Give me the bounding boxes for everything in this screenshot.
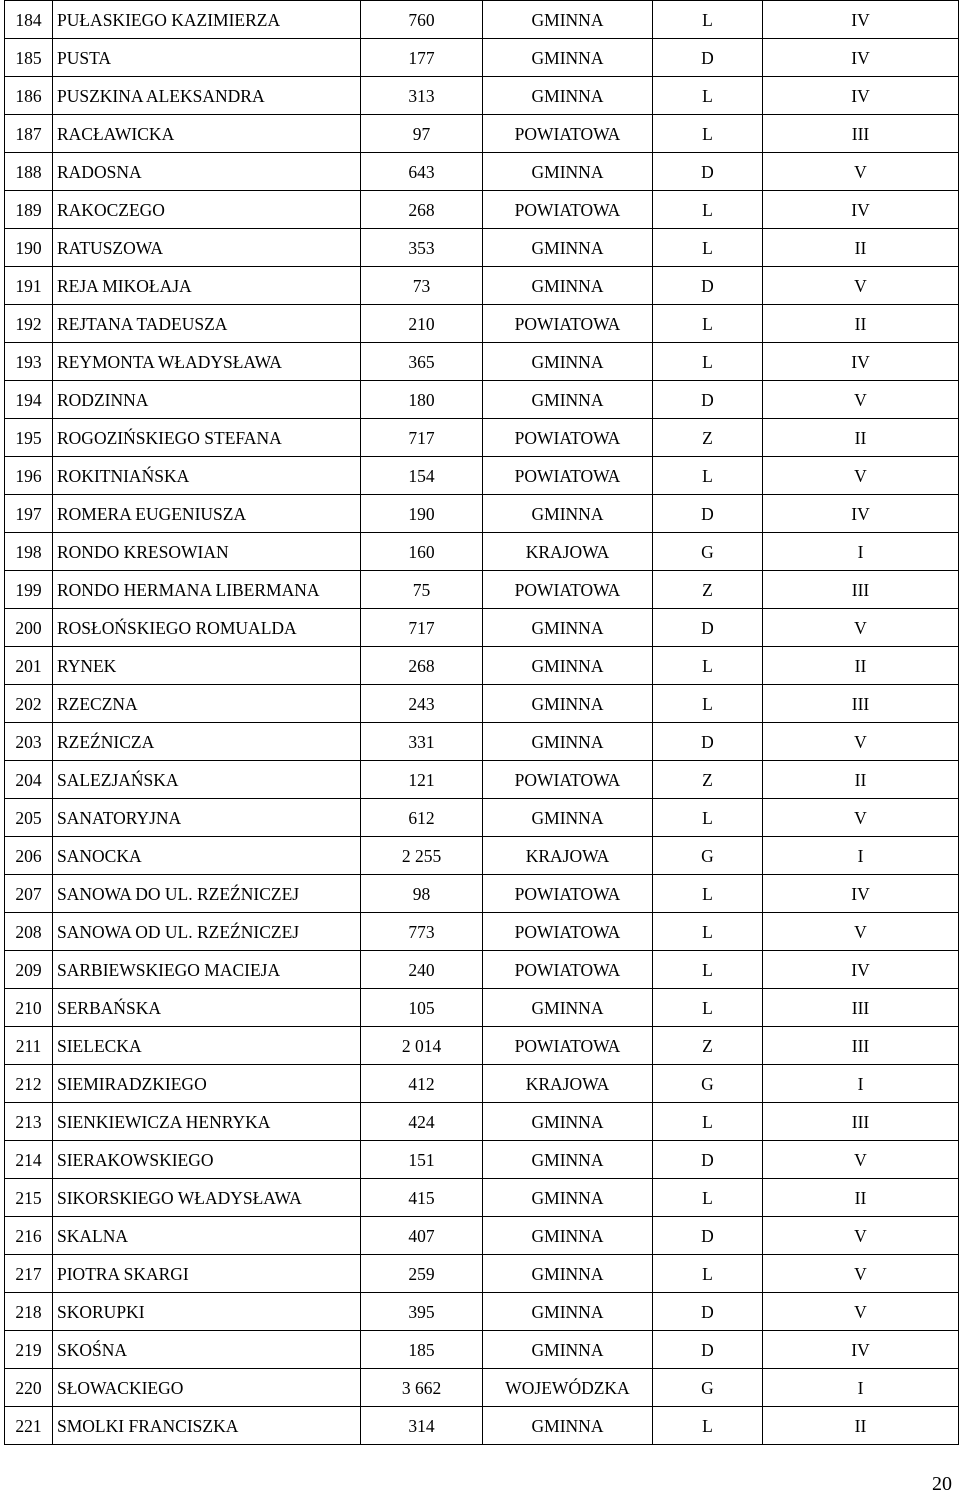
technical-class: IV [763,77,959,115]
row-number: 213 [5,1103,53,1141]
row-number: 207 [5,875,53,913]
technical-class: IV [763,951,959,989]
table-row [5,381,959,419]
road-class: L [653,1255,763,1293]
technical-class: III [763,685,959,723]
technical-class: IV [763,1,959,39]
row-number: 200 [5,609,53,647]
technical-class: III [763,1103,959,1141]
row-number: 197 [5,495,53,533]
row-number: 215 [5,1179,53,1217]
road-class: Z [653,761,763,799]
street-name: SIERAKOWSKIEGO [53,1141,361,1179]
road-length: 180 [361,381,483,419]
street-name: SKOŚNA [53,1331,361,1369]
road-class: G [653,533,763,571]
road-class: G [653,1065,763,1103]
road-class: L [653,343,763,381]
road-length: 407 [361,1217,483,1255]
street-name: RADOSNA [53,153,361,191]
road-length: 268 [361,647,483,685]
table-row [5,77,959,115]
table-row [5,951,959,989]
row-number: 185 [5,39,53,77]
street-name: ROGOZIŃSKIEGO STEFANA [53,419,361,457]
street-name: RYNEK [53,647,361,685]
row-number: 199 [5,571,53,609]
table-row [5,761,959,799]
row-number: 196 [5,457,53,495]
table-row [5,39,959,77]
technical-class: V [763,723,959,761]
row-number: 202 [5,685,53,723]
table-row [5,571,959,609]
technical-class: II [763,305,959,343]
table-row [5,267,959,305]
technical-class: II [763,647,959,685]
page-number: 20 [932,1473,952,1495]
road-class: L [653,913,763,951]
table-row [5,1293,959,1331]
road-class: L [653,1,763,39]
road-length: 353 [361,229,483,267]
row-number: 216 [5,1217,53,1255]
technical-class: IV [763,191,959,229]
street-name: RAKOCZEGO [53,191,361,229]
road-length: 105 [361,989,483,1027]
road-category: POWIATOWA [483,875,653,913]
row-number: 220 [5,1369,53,1407]
table-row [5,1027,959,1065]
road-category: GMINNA [483,1331,653,1369]
road-length: 2 255 [361,837,483,875]
road-category: POWIATOWA [483,305,653,343]
road-category: GMINNA [483,647,653,685]
road-class: D [653,153,763,191]
row-number: 212 [5,1065,53,1103]
road-category: WOJEWÓDZKA [483,1369,653,1407]
street-name: RZEŹNICZA [53,723,361,761]
street-name: SIENKIEWICZA HENRYKA [53,1103,361,1141]
road-category: GMINNA [483,1255,653,1293]
road-category: POWIATOWA [483,115,653,153]
street-name: SALEZJAŃSKA [53,761,361,799]
road-category: GMINNA [483,39,653,77]
street-name: PIOTRA SKARGI [53,1255,361,1293]
row-number: 217 [5,1255,53,1293]
technical-class: V [763,1255,959,1293]
road-class: L [653,305,763,343]
road-category: GMINNA [483,723,653,761]
street-name: PUSTA [53,39,361,77]
street-name: RATUSZOWA [53,229,361,267]
road-class: D [653,1217,763,1255]
street-name: SKALNA [53,1217,361,1255]
road-class: D [653,1141,763,1179]
technical-class: V [763,153,959,191]
table-row [5,1369,959,1407]
road-length: 98 [361,875,483,913]
row-number: 188 [5,153,53,191]
road-class: L [653,647,763,685]
road-length: 760 [361,1,483,39]
road-length: 612 [361,799,483,837]
street-name: ROMERA EUGENIUSZA [53,495,361,533]
road-class: G [653,1369,763,1407]
road-class: L [653,951,763,989]
road-category: GMINNA [483,343,653,381]
road-category: GMINNA [483,799,653,837]
road-length: 97 [361,115,483,153]
table-row [5,1331,959,1369]
street-name: SARBIEWSKIEGO MACIEJA [53,951,361,989]
table-row [5,647,959,685]
row-number: 206 [5,837,53,875]
street-name: REYMONTA WŁADYSŁAWA [53,343,361,381]
street-name: SANATORYJNA [53,799,361,837]
road-category: POWIATOWA [483,913,653,951]
road-length: 154 [361,457,483,495]
row-number: 184 [5,1,53,39]
road-category: GMINNA [483,1407,653,1445]
road-category: GMINNA [483,77,653,115]
row-number: 210 [5,989,53,1027]
road-category: POWIATOWA [483,1027,653,1065]
road-length: 185 [361,1331,483,1369]
road-class: D [653,1293,763,1331]
road-length: 75 [361,571,483,609]
table-row [5,913,959,951]
technical-class: IV [763,1331,959,1369]
row-number: 191 [5,267,53,305]
road-category: GMINNA [483,1,653,39]
street-name: SKORUPKI [53,1293,361,1331]
technical-class: I [763,533,959,571]
technical-class: I [763,1065,959,1103]
road-length: 424 [361,1103,483,1141]
technical-class: IV [763,875,959,913]
row-number: 193 [5,343,53,381]
row-number: 189 [5,191,53,229]
row-number: 209 [5,951,53,989]
road-category: KRAJOWA [483,533,653,571]
table-row [5,1,959,39]
road-length: 151 [361,1141,483,1179]
road-length: 160 [361,533,483,571]
road-length: 210 [361,305,483,343]
road-class: L [653,1179,763,1217]
road-class: D [653,39,763,77]
road-class: L [653,875,763,913]
road-category: POWIATOWA [483,191,653,229]
table-row [5,1255,959,1293]
technical-class: V [763,457,959,495]
road-length: 412 [361,1065,483,1103]
road-category: GMINNA [483,229,653,267]
technical-class: II [763,1407,959,1445]
technical-class: V [763,913,959,951]
table-row [5,723,959,761]
table-row [5,1065,959,1103]
road-category: POWIATOWA [483,457,653,495]
technical-class: III [763,989,959,1027]
table-row [5,305,959,343]
road-category: POWIATOWA [483,419,653,457]
street-name: ROSŁOŃSKIEGO ROMUALDA [53,609,361,647]
road-category: GMINNA [483,267,653,305]
street-name: SIKORSKIEGO WŁADYSŁAWA [53,1179,361,1217]
street-name: RONDO KRESOWIAN [53,533,361,571]
row-number: 198 [5,533,53,571]
road-class: L [653,989,763,1027]
street-name: SANOCKA [53,837,361,875]
row-number: 195 [5,419,53,457]
table-row [5,1179,959,1217]
row-number: 211 [5,1027,53,1065]
road-class: D [653,1331,763,1369]
row-number: 219 [5,1331,53,1369]
road-class: L [653,77,763,115]
road-category: POWIATOWA [483,571,653,609]
street-name: RACŁAWICKA [53,115,361,153]
row-number: 187 [5,115,53,153]
road-category: GMINNA [483,685,653,723]
technical-class: I [763,1369,959,1407]
road-category: GMINNA [483,495,653,533]
road-length: 259 [361,1255,483,1293]
technical-class: IV [763,39,959,77]
road-category: KRAJOWA [483,837,653,875]
technical-class: III [763,1027,959,1065]
street-name: PUŁASKIEGO KAZIMIERZA [53,1,361,39]
street-name: SIELECKA [53,1027,361,1065]
road-class: D [653,495,763,533]
road-class: L [653,229,763,267]
row-number: 186 [5,77,53,115]
technical-class: IV [763,343,959,381]
row-number: 218 [5,1293,53,1331]
row-number: 204 [5,761,53,799]
road-length: 773 [361,913,483,951]
road-category: GMINNA [483,1103,653,1141]
street-name: RONDO HERMANA LIBERMANA [53,571,361,609]
street-name: RZECZNA [53,685,361,723]
road-class: D [653,267,763,305]
row-number: 214 [5,1141,53,1179]
road-category: POWIATOWA [483,761,653,799]
road-class: L [653,1103,763,1141]
street-name: SIEMIRADZKIEGO [53,1065,361,1103]
road-length: 268 [361,191,483,229]
road-class: L [653,191,763,229]
road-length: 415 [361,1179,483,1217]
road-class: D [653,609,763,647]
table-row [5,1141,959,1179]
road-length: 190 [361,495,483,533]
road-category: GMINNA [483,381,653,419]
road-length: 643 [361,153,483,191]
table-row [5,1103,959,1141]
table-row [5,229,959,267]
road-category: GMINNA [483,1179,653,1217]
road-class: D [653,723,763,761]
technical-class: IV [763,495,959,533]
street-name: SŁOWACKIEGO [53,1369,361,1407]
street-name: REJTANA TADEUSZA [53,305,361,343]
table-row [5,419,959,457]
road-length: 243 [361,685,483,723]
road-length: 313 [361,77,483,115]
technical-class: II [763,419,959,457]
technical-class: I [763,837,959,875]
row-number: 205 [5,799,53,837]
row-number: 203 [5,723,53,761]
row-number: 192 [5,305,53,343]
road-length: 2 014 [361,1027,483,1065]
technical-class: V [763,381,959,419]
technical-class: V [763,1217,959,1255]
table-row [5,533,959,571]
technical-class: II [763,1179,959,1217]
road-length: 121 [361,761,483,799]
street-name: SANOWA DO UL. RZEŹNICZEJ [53,875,361,913]
technical-class: III [763,115,959,153]
table-row [5,495,959,533]
technical-class: II [763,229,959,267]
road-class: G [653,837,763,875]
technical-class: V [763,1293,959,1331]
road-category: GMINNA [483,989,653,1027]
street-name: SMOLKI FRANCISZKA [53,1407,361,1445]
road-category: POWIATOWA [483,951,653,989]
road-category: GMINNA [483,153,653,191]
row-number: 194 [5,381,53,419]
table-row [5,457,959,495]
road-length: 73 [361,267,483,305]
street-name: REJA MIKOŁAJA [53,267,361,305]
table-row [5,989,959,1027]
table-row [5,115,959,153]
table-row [5,1407,959,1445]
road-length: 3 662 [361,1369,483,1407]
row-number: 201 [5,647,53,685]
road-length: 314 [361,1407,483,1445]
table-row [5,837,959,875]
street-name: RODZINNA [53,381,361,419]
road-category: GMINNA [483,1217,653,1255]
road-length: 717 [361,609,483,647]
street-name: SERBAŃSKA [53,989,361,1027]
table-row [5,685,959,723]
road-category: GMINNA [483,1141,653,1179]
technical-class: II [763,761,959,799]
row-number: 208 [5,913,53,951]
road-length: 177 [361,39,483,77]
road-length: 395 [361,1293,483,1331]
road-class: L [653,115,763,153]
row-number: 221 [5,1407,53,1445]
table-row [5,191,959,229]
road-length: 331 [361,723,483,761]
road-length: 240 [361,951,483,989]
street-name: PUSZKINA ALEKSANDRA [53,77,361,115]
technical-class: III [763,571,959,609]
road-length: 365 [361,343,483,381]
table-row [5,343,959,381]
road-class: L [653,685,763,723]
table-row [5,609,959,647]
street-table-body [5,1,959,1445]
road-class: D [653,381,763,419]
road-class: L [653,799,763,837]
technical-class: V [763,267,959,305]
road-length: 717 [361,419,483,457]
technical-class: V [763,799,959,837]
street-table [4,0,959,1445]
table-row [5,799,959,837]
road-category: GMINNA [483,1293,653,1331]
table-row [5,1217,959,1255]
street-name: SANOWA OD UL. RZEŹNICZEJ [53,913,361,951]
road-class: L [653,1407,763,1445]
row-number: 190 [5,229,53,267]
road-class: Z [653,1027,763,1065]
road-category: KRAJOWA [483,1065,653,1103]
road-category: GMINNA [483,609,653,647]
technical-class: V [763,609,959,647]
road-class: Z [653,419,763,457]
table-row [5,153,959,191]
road-class: Z [653,571,763,609]
road-class: L [653,457,763,495]
table-row [5,875,959,913]
technical-class: V [763,1141,959,1179]
street-name: ROKITNIAŃSKA [53,457,361,495]
